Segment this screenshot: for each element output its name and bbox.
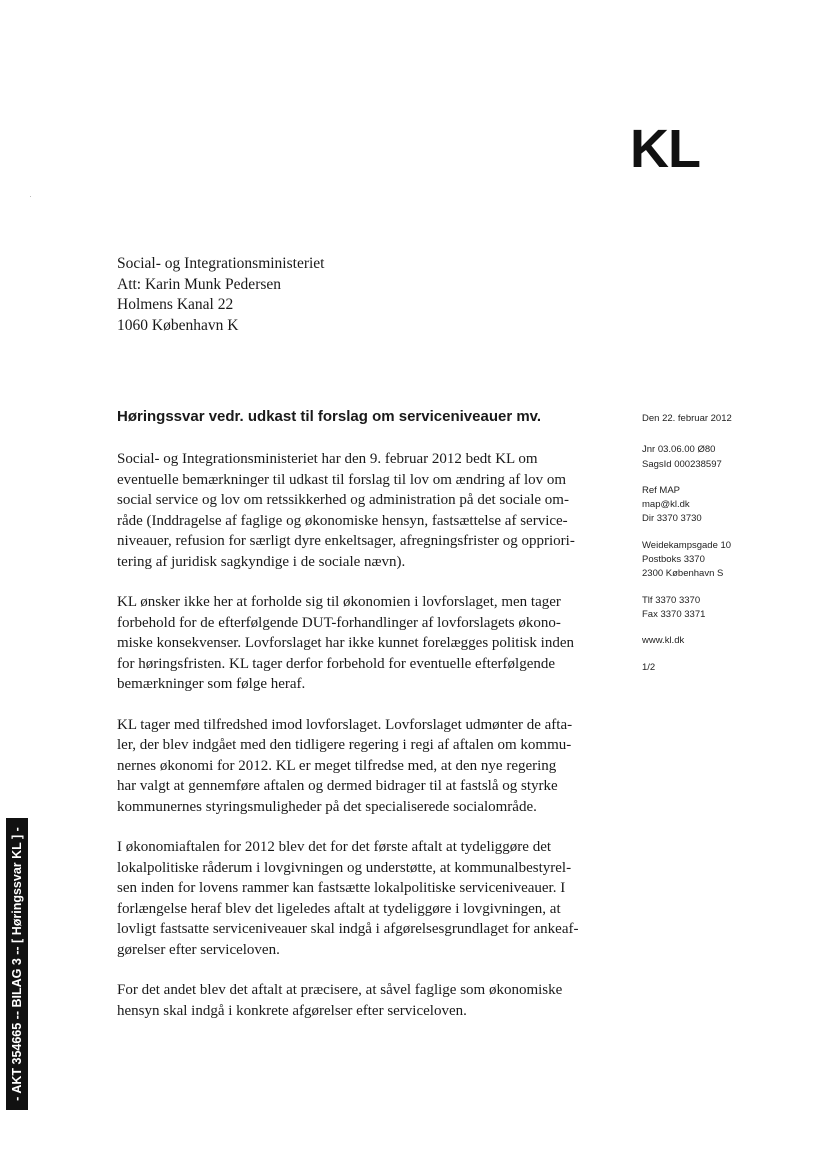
contact-line: Ref MAP: [642, 484, 681, 496]
body-line: niveauer, refusion for særligt dyre enkeltsager, afregningsfrister og oppriori-: [117, 533, 575, 549]
recipient-address: [117, 254, 324, 336]
address-line: Postboks 3370: [642, 554, 705, 566]
website: www.kl.dk: [642, 635, 685, 647]
body-line: sen inden for lovens rammer kan fastsætte lokalpolitiske serviceniveauer. I: [117, 880, 566, 896]
recipient-line: Social- og Integrationsministeriet: [117, 255, 325, 272]
body-line: lovligt fastsatte serviceniveauer skal indgå i afgørelsesgrundlaget for ankeaf-: [117, 921, 579, 937]
body-line: miske konsekvenser. Lovforslaget har ikke kunnet forelægges politisk inden: [117, 635, 574, 651]
body-line: nernes økonomi for 2012. KL er meget tilfredse med, at den nye regering: [117, 757, 557, 774]
body-line: lokalpolitiske råderum i lovgivningen og understøtte, at kommunalbestyrel-: [117, 859, 572, 876]
contact-info: [642, 484, 732, 527]
body-line: social service og lov om retssikkerhed og administration på det sociale om-: [117, 492, 569, 508]
body-line: ler, der blev indgået med den tidligere regering i regi af aftalen om kommu-: [117, 737, 572, 753]
body-line: forlængelse heraf blev det ligeledes aftalt at tydeliggøre i lovgivningen, at: [117, 900, 561, 917]
paragraph: [117, 980, 607, 1021]
phone-info: [642, 594, 732, 623]
phone-line: Tlf 3370 3370: [642, 594, 701, 606]
letter-heading: Høringssvar vedr. udkast til forslag om serviceniveauer mv.: [117, 408, 542, 425]
sender-info: [642, 412, 732, 687]
body-line: tering af juridisk sagkyndige i de sociale nævn).: [117, 553, 406, 570]
case-info: [642, 443, 732, 472]
paragraph: [117, 449, 607, 572]
contact-line: Dir 3370 3730: [642, 513, 702, 525]
body-line: I økonomiaftalen for 2012 blev det for det første aftalt at tydeliggøre det: [117, 839, 552, 855]
body-line: eventuelle bemærkninger til udkast til forslag til lov om ændring af lov om: [117, 471, 567, 488]
body-line: Social- og Integrationsministeriet har den 9. februar 2012 bedt KL om: [117, 451, 538, 467]
paragraph: [117, 592, 607, 695]
body-line: forbehold for de efterfølgende DUT-forhandlinger af lovforslagets økono-: [117, 614, 561, 631]
body-line: kommunernes styringsmuligheder på det specialiserede socialområde.: [117, 798, 537, 815]
body-line: KL ønsker ikke her at forholde sig til økonomien i lovforslaget, men tager: [117, 594, 561, 610]
case-line: Jnr 03.06.00 Ø80: [642, 444, 716, 456]
contact-email: map@kl.dk: [642, 499, 690, 511]
body-line: KL tager med tilfredshed imod lovforslaget. Lovforslaget udmønter de afta-: [117, 716, 573, 733]
logo-text: KL: [630, 119, 700, 179]
kl-logo: [626, 90, 736, 190]
recipient-line: Holmens Kanal 22: [117, 296, 234, 313]
body-line: for høringsfristen. KL tager derfor forbehold for eventuelle efterfølgende: [117, 655, 556, 672]
recipient-line: Att: Karin Munk Pedersen: [117, 275, 282, 293]
stamp-text: - AKT 354665 -- BILAG 3 -- [ Høringssvar KL ] -: [10, 827, 24, 1101]
body-line: bemærkninger som følge heraf.: [117, 676, 306, 692]
body-line: har valgt at gennemføre aftalen og dermed bidrager til at fastslå og styrke: [117, 778, 558, 794]
paragraph: [117, 715, 607, 818]
letter-date: Den 22. februar 2012: [642, 413, 732, 424]
body-line: For det andet blev det aftalt at præcisere, at såvel faglige som økonomiske: [117, 982, 563, 998]
document-stamp: [6, 818, 28, 1110]
phone-line: Fax 3370 3371: [642, 608, 706, 620]
page-number: 1/2: [642, 661, 656, 673]
recipient-line: 1060 København K: [117, 316, 239, 334]
letter-body: [117, 449, 607, 1041]
scan-speck: [30, 196, 31, 197]
case-line: SagsId 000238597: [642, 458, 722, 470]
address-line: 2300 København S: [642, 568, 724, 580]
paragraph: [117, 837, 607, 960]
address-line: Weidekampsgade 10: [642, 539, 732, 551]
body-line: gørelser efter serviceloven.: [117, 941, 280, 958]
sender-address: [642, 539, 732, 582]
body-line: råde (Inddragelse af faglige og økonomiske hensyn, fastsættelse af service-: [117, 512, 568, 529]
body-line: hensyn skal indgå i konkrete afgørelser efter serviceloven.: [117, 1002, 467, 1019]
